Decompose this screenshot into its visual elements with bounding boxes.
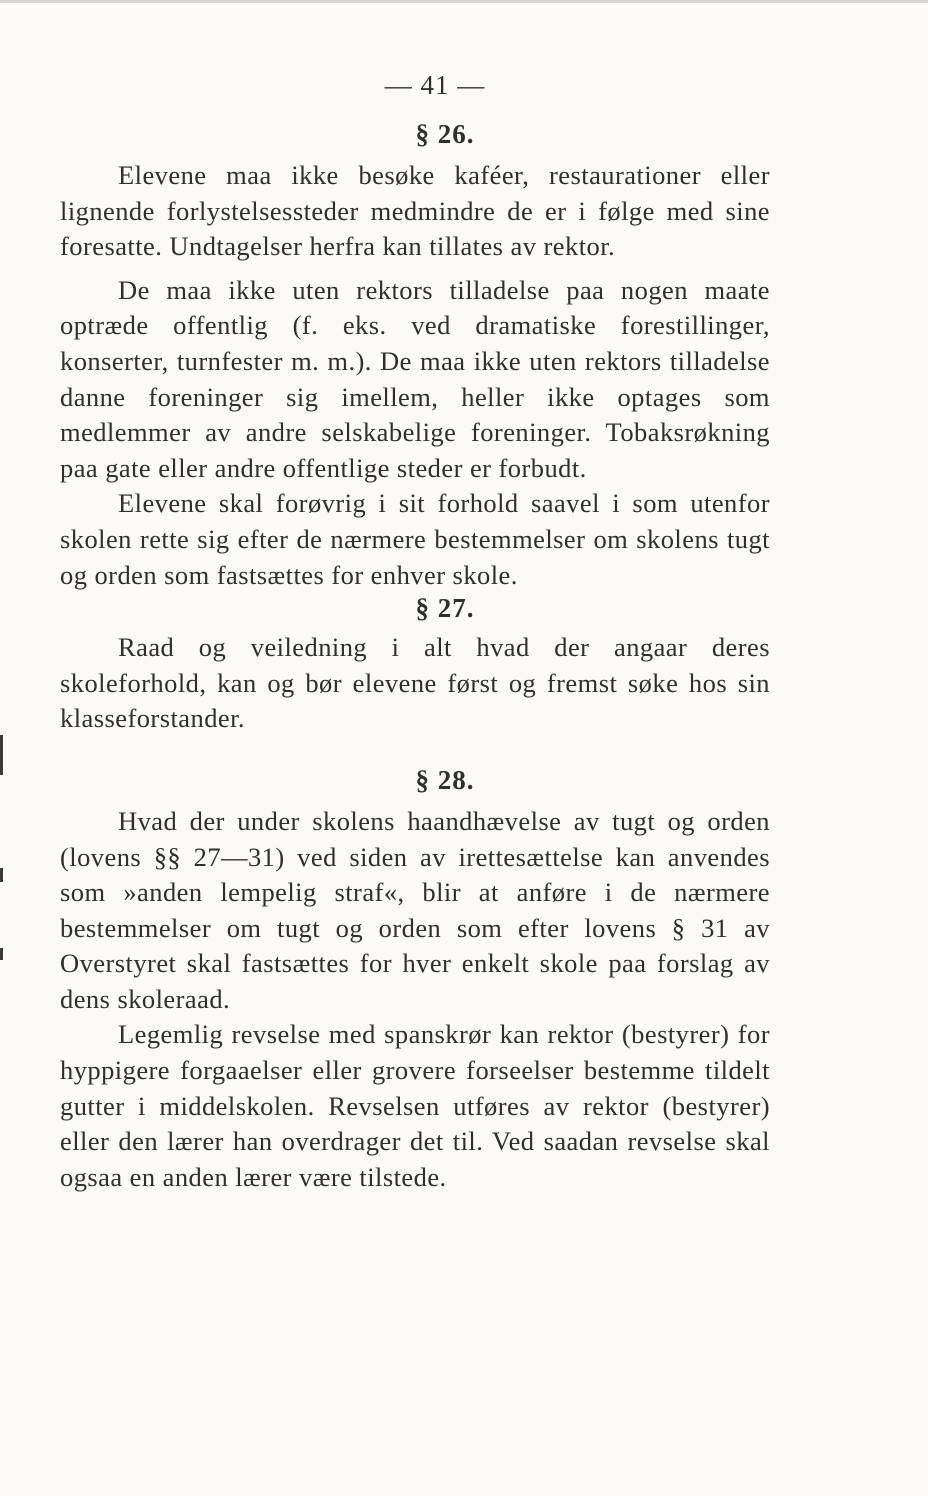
left-edge-mark [0, 948, 3, 960]
paragraph: Hvad der under skolens haandhævelse av tugt og orden (lovens §§ 27—31) ved siden av irettesættelse kan anvendes som »anden lempelig straf«, blir at anføre i de nærmere bestemmelser om tugt og orden som efter lovens § 31 av Overstyret skal fastsættes for hver enkelt skole paa forslag av dens skoleraad. [60, 805, 770, 1014]
page-number: — 41 — [384, 70, 486, 100]
document-page [60, 70, 770, 1195]
section-26 [60, 119, 770, 593]
top-page-edge [0, 0, 928, 3]
paragraph: Elevene maa ikke besøke kaféer, restaurationer eller lignende forlystelsessteder medmindre de er i følge med sine foresatte. Undtagelser herfra kan tillates av rektor. [60, 160, 770, 262]
section-28 [60, 765, 770, 1196]
section-heading: § 27. [415, 593, 475, 624]
left-edge-mark [0, 735, 3, 775]
left-edge-mark [0, 868, 3, 882]
paragraph: Legemlig revselse med spanskrør kan rektor (bestyrer) for hyppigere forgaaelser eller grovere forseelser bestemme tildelt gutter i middelskolen. Revselsen utføres av rektor (bestyrer) eller den lærer han overdrager det til. Ved saadan revselse skal ogsaa en anden lærer være tilstede. [60, 1019, 770, 1192]
paragraph: De maa ikke uten rektors tilladelse paa nogen maate optræde offentlig (f. eks. ved dramatiske forestillinger, konserter, turnfester m. m.). De maa ikke uten rektors tilladelse danne foreninger sig imellem, heller ikke optages som medlemmer av andre selskabelige foreninger. Tobaksrøkning paa gate eller andre offentlige steder er forbudt. [60, 274, 770, 483]
paragraph: Raad og veiledning i alt hvad der angaar deres skoleforhold, kan og bør elevene først og fremst søke hos sin klasseforstander. [60, 632, 770, 734]
section-heading: § 28. [415, 764, 475, 795]
section-27 [60, 593, 770, 737]
section-heading: § 26. [415, 119, 475, 149]
paragraph: Elevene skal forøvrig i sit forhold saavel i som utenfor skolen rette sig efter de nærmere bestemmelser om skolens tugt og orden som fastsættes for enhver skole. [60, 488, 770, 590]
